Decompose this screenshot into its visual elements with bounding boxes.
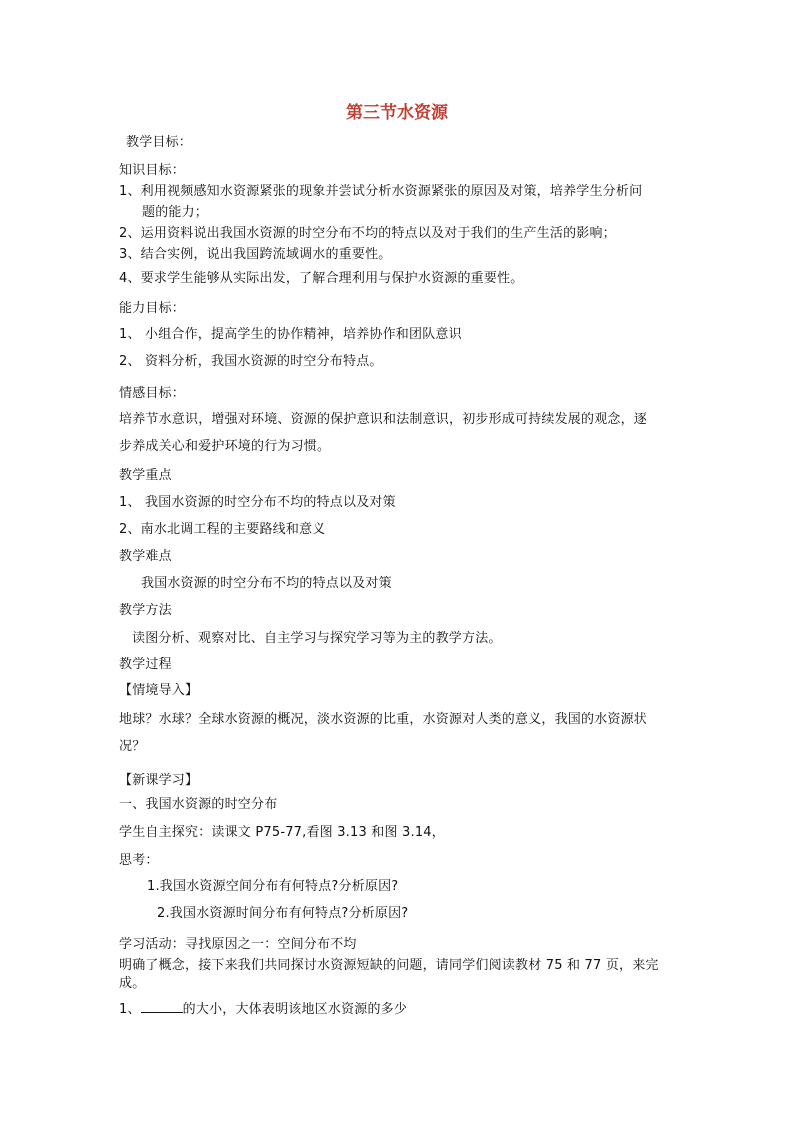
method-text: 读图分析、观察对比、自主学习与探究学习等为主的教学方法。 xyxy=(132,631,502,646)
question-2: 2.我国水资源时间分布有何特点?分析原因? xyxy=(157,906,409,921)
difficulty-text: 我国水资源的时空分布不均的特点以及对策 xyxy=(141,576,392,591)
section-1-heading: 一、我国水资源的时空分布 xyxy=(119,797,278,812)
emotion-line-2: 步养成关心和爱护环境的行为习惯。 xyxy=(119,439,331,454)
new-lesson-heading: 【新课学习】 xyxy=(119,773,199,788)
explore-text: 学生自主探究：读课文 P75-77,看图 3.13 和图 3.14， xyxy=(119,825,445,840)
emotion-heading: 情感目标： xyxy=(119,386,186,401)
knowledge-item-3: 3、结合实例，说出我国跨流域调水的重要性。 xyxy=(119,247,392,262)
key-point-2: 2、南水北调工程的主要路线和意义 xyxy=(119,522,326,537)
key-point-1: 1、 我国水资源的时空分布不均的特点以及对策 xyxy=(119,495,396,510)
knowledge-item-1-cont: 题的能力； xyxy=(142,205,209,220)
activity-text: 学习活动：寻找原因之一：空间分布不均 xyxy=(119,937,357,952)
knowledge-item-1: 1、利用视频感知水资源紧张的现象并尝试分析水资源紧张的原因及对策，培养学生分析问 xyxy=(119,184,643,199)
ability-heading: 能力目标： xyxy=(119,301,186,316)
explain-line-2: 成。 xyxy=(119,976,146,991)
fill-blank-suffix: 的大小，大体表明该地区水资源的多少 xyxy=(182,1002,408,1017)
fill-blank-line[interactable] xyxy=(141,1000,183,1013)
method-heading: 教学方法 xyxy=(119,603,172,618)
intro-heading: 【情境导入】 xyxy=(119,683,199,698)
key-points-heading: 教学重点 xyxy=(119,468,172,483)
intro-line-2: 况？ xyxy=(119,739,146,754)
fill-blank-item-1 xyxy=(119,1000,407,1019)
emotion-line-1: 培养节水意识，增强对环境、资源的保护意识和法制意识，初步形成可持续发展的观念，逐 xyxy=(119,412,648,427)
knowledge-item-4: 4、要求学生能够从实际出发，了解合理利用与保护水资源的重要性。 xyxy=(119,271,524,286)
fill-blank-prefix: 1、 xyxy=(119,1002,141,1017)
process-heading: 教学过程 xyxy=(119,657,172,672)
ability-item-2: 2、 资料分析，我国水资源的时空分布特点。 xyxy=(119,354,383,369)
difficulty-heading: 教学难点 xyxy=(119,549,172,564)
think-label: 思考： xyxy=(119,853,159,868)
ability-item-1: 1、 小组合作，提高学生的协作精神，培养协作和团队意识 xyxy=(119,327,462,342)
objectives-heading: 教学目标： xyxy=(126,135,193,150)
intro-line-1: 地球？水球？全球水资源的概况，淡水资源的比重，水资源对人类的意义，我国的水资源状 xyxy=(119,712,648,727)
page-title: 第三节水资源 xyxy=(346,103,448,123)
knowledge-item-2: 2、运用资料说出我国水资源的时空分布不均的特点以及对于我们的生产生活的影响； xyxy=(119,226,616,241)
explain-line-1: 明确了概念，接下来我们共同探讨水资源短缺的问题，请同学们阅读教材 75 和 77 页，来完 xyxy=(119,958,659,973)
question-1: 1.我国水资源空间分布有何特点?分析原因? xyxy=(147,879,399,894)
knowledge-heading: 知识目标： xyxy=(119,163,186,178)
